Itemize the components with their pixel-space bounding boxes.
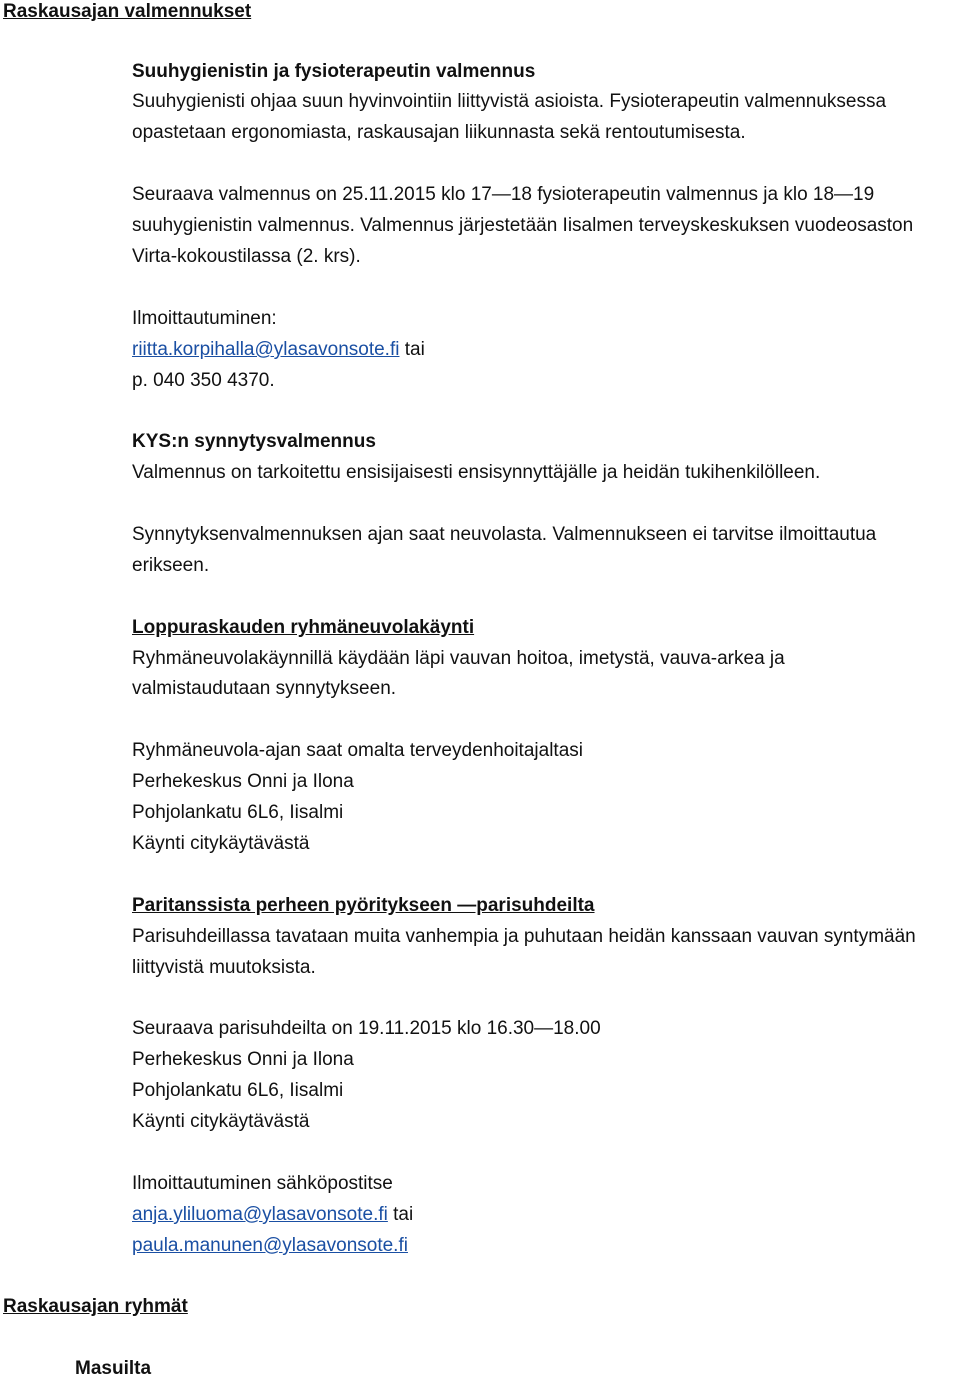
paragraph-line: Suuhygienisti ohjaa suun hyvinvointiin liittyvistä asioista. Fysioterapeutin valmennuksessa xyxy=(132,91,887,112)
email-link-anja[interactable]: anja.yliluoma@ylasavonsote.fi xyxy=(132,1204,388,1225)
registration-contact-line xyxy=(132,1234,408,1258)
paragraph-line: Parisuhdeillassa tavataan muita vanhempia ja puhutaan heidän kanssaan vauvan syntymään xyxy=(132,926,916,947)
paragraph-line: Ryhmäneuvolakäynnillä käydään läpi vauvan hoitoa, imetystä, vauva-arkea ja xyxy=(132,648,785,669)
paragraph-line: opastetaan ergonomiasta, raskausajan liikunnasta sekä rentoutumisesta. xyxy=(132,122,746,143)
section-heading-pregnancy-coaching: Raskausajan valmennukset xyxy=(3,1,252,22)
paragraph-line: valmistaudutaan synnytykseen. xyxy=(132,678,397,699)
paragraph-line: Virta-kokoustilassa (2. krs). xyxy=(132,246,361,267)
paragraph-line: Seuraava parisuhdeilta on 19.11.2015 klo 16.30—18.00 xyxy=(132,1018,601,1039)
email-link-riitta[interactable]: riitta.korpihalla@ylasavonsote.fi xyxy=(132,339,400,360)
registration-label: Ilmoittautuminen: xyxy=(132,308,277,329)
location-name: Perhekeskus Onni ja Ilona xyxy=(132,1049,354,1070)
coaching-title-group-visit: Loppuraskauden ryhmäneuvolakäynti xyxy=(132,617,475,638)
phone-number: p. 040 350 4370. xyxy=(132,370,275,391)
coaching-title-couples-evening: Paritanssista perheen pyöritykseen —parisuhdeilta xyxy=(132,895,595,916)
paragraph-line: Seuraava valmennus on 25.11.2015 klo 17—18 fysioterapeutin valmennus ja klo 18—19 xyxy=(132,184,875,205)
coaching-title-kys-birth: KYS:n synnytysvalmennus xyxy=(132,431,376,452)
email-link-paula[interactable]: paula.manunen@ylasavonsote.fi xyxy=(132,1235,408,1256)
section-heading-pregnancy-groups: Raskausajan ryhmät xyxy=(3,1296,188,1317)
registration-contact-line xyxy=(132,338,425,362)
location-entrance: Käynti citykäytävästä xyxy=(132,1111,310,1132)
paragraph-line: suuhygienistin valmennus. Valmennus järjestetään Iisalmen terveyskeskuksen vuodeosaston xyxy=(132,215,914,236)
location-address: Pohjolankatu 6L6, Iisalmi xyxy=(132,1080,344,1101)
or-text: tai xyxy=(399,339,425,360)
paragraph-line: Synnytyksenvalmennuksen ajan saat neuvolasta. Valmennukseen ei tarvitse ilmoittautua xyxy=(132,524,877,545)
or-text: tai xyxy=(387,1204,414,1225)
registration-label: Ilmoittautuminen sähköpostitse xyxy=(132,1173,393,1194)
location-entrance: Käynti citykäytävästä xyxy=(132,833,310,854)
location-name: Perhekeskus Onni ja Ilona xyxy=(132,771,354,792)
paragraph-line: Ryhmäneuvola-ajan saat omalta terveydenhoitajaltasi xyxy=(132,740,583,761)
registration-contact-line xyxy=(132,1203,413,1227)
coaching-title-oral-physio: Suuhygienistin ja fysioterapeutin valmennus xyxy=(132,61,536,82)
paragraph-line: liittyvistä muutoksista. xyxy=(132,957,316,978)
location-address: Pohjolankatu 6L6, Iisalmi xyxy=(132,802,344,823)
paragraph-line: Valmennus on tarkoitettu ensisijaisesti ensisynnyttäjälle ja heidän tukihenkilölleen. xyxy=(132,462,821,483)
paragraph-line: erikseen. xyxy=(132,555,210,576)
group-heading-masuilta: Masuilta xyxy=(75,1358,152,1379)
